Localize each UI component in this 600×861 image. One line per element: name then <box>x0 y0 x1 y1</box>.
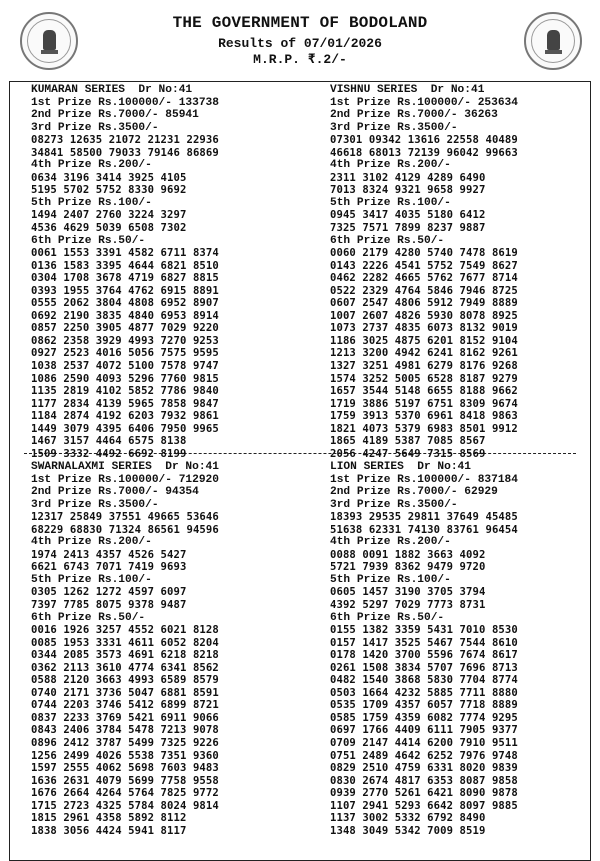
third-prize-numbers: 07301 09342 13616 22558 40489 <box>330 134 518 147</box>
sixth-prize-numbers: 0939 2770 5261 6421 8090 9878 <box>330 787 518 800</box>
sixth-prize-numbers: 1715 2723 4325 5784 8024 9814 <box>31 799 219 812</box>
sixth-prize-numbers: 1574 3252 5005 6528 8187 9279 <box>330 372 518 385</box>
sixth-prize-numbers: 1086 2590 4093 5296 7760 9815 <box>31 372 219 385</box>
sixth-prize-numbers: 1838 3056 4424 5941 8117 <box>31 824 187 837</box>
second-prize: 2nd Prize Rs.7000/- 94354 <box>31 486 199 499</box>
results-header <box>0 0 600 80</box>
sixth-prize-numbers: 1636 2631 4079 5699 7758 9558 <box>31 774 219 787</box>
sixth-prize-numbers: 0304 1708 3678 4719 6827 8815 <box>31 272 219 285</box>
fourth-prize-numbers: 7013 8324 9321 9658 9927 <box>330 184 486 197</box>
sixth-prize-numbers: 0837 2233 3769 5421 6911 9066 <box>31 711 219 724</box>
sixth-prize-numbers: 1007 2607 4826 5930 8078 8925 <box>330 309 518 322</box>
sixth-prize-numbers: 1815 2961 4358 5892 8112 <box>31 812 187 825</box>
sixth-prize-numbers: 0585 1759 4359 6082 7774 9295 <box>330 711 518 724</box>
sixth-prize-numbers: 0016 1926 3257 4552 6021 8128 <box>31 624 219 637</box>
sixth-prize-numbers: 0862 2358 3929 4993 7270 9253 <box>31 334 219 347</box>
fifth-prize-label: 5th Prize Rs.100/- <box>31 196 152 209</box>
fourth-prize-label: 4th Prize Rs.200/- <box>31 159 152 172</box>
third-prize-label: 3rd Prize Rs.3500/- <box>31 498 159 511</box>
fourth-prize-numbers: 2311 3102 4129 4289 6490 <box>330 171 486 184</box>
sixth-prize-numbers: 0060 2179 4280 5740 7478 8619 <box>330 247 518 260</box>
fifth-prize-numbers: 1494 2407 2760 3224 3297 <box>31 209 187 222</box>
sixth-prize-numbers: 0503 1664 4232 5885 7711 8880 <box>330 686 518 699</box>
first-prize: 1st Prize Rs.100000/- 837184 <box>330 473 518 486</box>
sixth-prize-numbers: 1719 3886 5197 6751 8309 9674 <box>330 397 518 410</box>
fifth-prize-numbers: 0305 1262 1272 4597 6097 <box>31 586 187 599</box>
third-prize-numbers: 34841 58500 79033 79146 86869 <box>31 146 219 159</box>
sixth-prize-numbers: 0136 1583 3395 4644 6821 8510 <box>31 259 219 272</box>
sixth-prize-numbers: 1073 2737 4835 6073 8132 9019 <box>330 322 518 335</box>
series-section-lion <box>330 461 518 837</box>
mrp-price: M.R.P. ₹.2/- <box>253 52 347 67</box>
sixth-prize-numbers: 0829 2510 4759 6331 8020 9839 <box>330 762 518 775</box>
fourth-prize-label: 4th Prize Rs.200/- <box>31 536 152 549</box>
fourth-prize-numbers: 0634 3196 3414 3925 4105 <box>31 171 187 184</box>
third-prize-label: 3rd Prize Rs.3500/- <box>330 121 458 134</box>
sixth-prize-numbers: 0607 2547 4806 5912 7949 8889 <box>330 297 518 310</box>
third-prize-numbers: 18393 29535 29811 37649 45485 <box>330 511 518 524</box>
sixth-prize-numbers: 0178 1420 3700 5596 7674 8617 <box>330 649 518 662</box>
series-section-swarnalaxmi <box>31 461 219 837</box>
second-prize: 2nd Prize Rs.7000/- 62929 <box>330 486 498 499</box>
fourth-prize-label: 4th Prize Rs.200/- <box>330 159 451 172</box>
sixth-prize-numbers: 1865 4189 5387 7085 8567 <box>330 435 486 448</box>
fourth-prize-numbers: 0088 0091 1882 3663 4092 <box>330 548 486 561</box>
third-prize-numbers: 08273 12635 21072 21231 22936 <box>31 134 219 147</box>
sixth-prize-numbers: 1449 3079 4395 6406 7950 9965 <box>31 422 219 435</box>
fifth-prize-label: 5th Prize Rs.100/- <box>330 196 451 209</box>
sixth-prize-numbers: 0692 2190 3835 4840 6953 8914 <box>31 309 219 322</box>
sixth-prize-numbers: 2056 4247 5649 7315 8569 <box>330 447 486 460</box>
sixth-prize-numbers: 0522 2329 4764 5846 7946 8725 <box>330 284 518 297</box>
sixth-prize-numbers: 0751 2489 4642 6252 7976 9748 <box>330 749 518 762</box>
sixth-prize-numbers: 0744 2203 3746 5412 6899 8721 <box>31 699 219 712</box>
sixth-prize-numbers: 1821 4073 5379 6983 8501 9912 <box>330 422 518 435</box>
sixth-prize-numbers: 1137 3002 5332 6792 8490 <box>330 812 486 825</box>
fourth-prize-label: 4th Prize Rs.200/- <box>330 536 451 549</box>
fourth-prize-numbers: 5195 5702 5752 8330 9692 <box>31 184 187 197</box>
sixth-prize-numbers: 1509 3332 4492 6692 8199 <box>31 447 187 460</box>
sixth-prize-numbers: 1186 3025 4875 6201 8152 9104 <box>330 334 518 347</box>
sixth-prize-numbers: 0155 1382 3359 5431 7010 8530 <box>330 624 518 637</box>
third-prize-label: 3rd Prize Rs.3500/- <box>330 498 458 511</box>
sixth-prize-numbers: 0261 1508 3834 5707 7696 8713 <box>330 661 518 674</box>
series-section-vishnu <box>330 84 518 460</box>
sixth-prize-numbers: 1135 2819 4102 5852 7786 9840 <box>31 385 219 398</box>
third-prize-numbers: 46618 68013 72139 96042 99663 <box>330 146 518 159</box>
sixth-prize-numbers: 0843 2406 3784 5478 7213 9078 <box>31 724 219 737</box>
sixth-prize-numbers: 1759 3913 5370 6961 8418 9863 <box>330 410 518 423</box>
third-prize-numbers: 12317 25849 37551 49665 53646 <box>31 511 219 524</box>
sixth-prize-numbers: 1676 2664 4264 5764 7825 9772 <box>31 787 219 800</box>
sixth-prize-numbers: 0393 1955 3764 4762 6915 8891 <box>31 284 219 297</box>
fourth-prize-numbers: 1974 2413 4357 4526 5427 <box>31 548 187 561</box>
first-prize: 1st Prize Rs.100000/- 712920 <box>31 473 219 486</box>
sixth-prize-numbers: 1213 3200 4942 6241 8162 9261 <box>330 347 518 360</box>
sixth-prize-numbers: 0462 2282 4665 5762 7677 8714 <box>330 272 518 285</box>
sixth-prize-numbers: 1256 2499 4026 5538 7351 9360 <box>31 749 219 762</box>
sixth-prize-numbers: 0061 1553 3391 4582 6711 8374 <box>31 247 219 260</box>
fifth-prize-numbers: 0945 3417 4035 5180 6412 <box>330 209 486 222</box>
series-heading: KUMARAN SERIES Dr No:41 <box>31 84 193 96</box>
sixth-prize-numbers: 1327 3251 4981 6279 8176 9268 <box>330 360 518 373</box>
fifth-prize-numbers: 7397 7785 8075 9378 9487 <box>31 599 187 612</box>
series-section-kumaran <box>31 84 219 460</box>
sixth-prize-numbers: 0896 2412 3787 5499 7325 9226 <box>31 737 219 750</box>
sixth-prize-label: 6th Prize Rs.50/- <box>31 611 146 624</box>
fourth-prize-numbers: 6621 6743 7071 7419 9693 <box>31 561 187 574</box>
sixth-prize-numbers: 1597 2555 4062 5698 7603 9483 <box>31 762 219 775</box>
sixth-prize-numbers: 0830 2674 4817 6353 8087 9858 <box>330 774 518 787</box>
sixth-prize-label: 6th Prize Rs.50/- <box>31 234 146 247</box>
fifth-prize-numbers: 4392 5297 7029 7773 8731 <box>330 599 486 612</box>
sixth-prize-numbers: 1467 3157 4464 6575 8138 <box>31 435 187 448</box>
sixth-prize-numbers: 1348 3049 5342 7009 8519 <box>330 824 486 837</box>
third-prize-label: 3rd Prize Rs.3500/- <box>31 121 159 134</box>
second-prize: 2nd Prize Rs.7000/- 85941 <box>31 109 199 122</box>
sixth-prize-numbers: 1657 3544 5148 6655 8188 9662 <box>330 385 518 398</box>
sixth-prize-numbers: 1107 2941 5293 6642 8097 9885 <box>330 799 518 812</box>
fourth-prize-numbers: 5721 7939 8362 9479 9720 <box>330 561 486 574</box>
third-prize-numbers: 68229 68830 71324 86561 94596 <box>31 523 219 536</box>
sixth-prize-numbers: 1177 2834 4139 5965 7858 9847 <box>31 397 219 410</box>
sixth-prize-numbers: 1184 2874 4192 6203 7932 9861 <box>31 410 219 423</box>
first-prize: 1st Prize Rs.100000/- 253634 <box>330 96 518 109</box>
page-title: THE GOVERNMENT OF BODOLAND <box>172 14 428 32</box>
results-date: Results of 07/01/2026 <box>218 36 382 51</box>
state-emblem-icon <box>524 12 582 70</box>
fifth-prize-numbers: 4536 4629 5039 6508 7302 <box>31 222 187 235</box>
sixth-prize-numbers: 1038 2537 4072 5100 7578 9747 <box>31 360 219 373</box>
sixth-prize-numbers: 0927 2523 4016 5056 7575 9595 <box>31 347 219 360</box>
fifth-prize-label: 5th Prize Rs.100/- <box>330 573 451 586</box>
fifth-prize-numbers: 7325 7571 7899 8237 9887 <box>330 222 486 235</box>
sixth-prize-numbers: 0709 2147 4414 6200 7910 9511 <box>330 737 518 750</box>
series-heading: VISHNU SERIES Dr No:41 <box>330 84 485 96</box>
first-prize: 1st Prize Rs.100000/- 133738 <box>31 96 219 109</box>
sixth-prize-numbers: 0857 2250 3905 4877 7029 9220 <box>31 322 219 335</box>
sixth-prize-numbers: 0482 1540 3868 5830 7704 8774 <box>330 674 518 687</box>
sixth-prize-numbers: 0143 2226 4541 5752 7549 8627 <box>330 259 518 272</box>
sixth-prize-numbers: 0344 2085 3573 4691 6218 8218 <box>31 649 219 662</box>
sixth-prize-numbers: 0085 1953 3331 4611 6052 8204 <box>31 636 219 649</box>
sixth-prize-numbers: 0697 1766 4409 6111 7905 9377 <box>330 724 518 737</box>
third-prize-numbers: 51638 62331 74130 83761 96454 <box>330 523 518 536</box>
fifth-prize-label: 5th Prize Rs.100/- <box>31 573 152 586</box>
sixth-prize-numbers: 0157 1417 3525 5467 7544 8610 <box>330 636 518 649</box>
series-heading: LION SERIES Dr No:41 <box>330 461 471 473</box>
fifth-prize-numbers: 0605 1457 3190 3705 3794 <box>330 586 486 599</box>
series-heading: SWARNALAXMI SERIES Dr No:41 <box>31 461 219 473</box>
sixth-prize-numbers: 0555 2062 3804 4808 6952 8907 <box>31 297 219 310</box>
sixth-prize-numbers: 0588 2120 3663 4993 6589 8579 <box>31 674 219 687</box>
sixth-prize-label: 6th Prize Rs.50/- <box>330 611 445 624</box>
sixth-prize-numbers: 0535 1709 4357 6057 7718 8889 <box>330 699 518 712</box>
second-prize: 2nd Prize Rs.7000/- 36263 <box>330 109 498 122</box>
sixth-prize-numbers: 0740 2171 3736 5047 6881 8591 <box>31 686 219 699</box>
sixth-prize-label: 6th Prize Rs.50/- <box>330 234 445 247</box>
sixth-prize-numbers: 0362 2113 3610 4774 6341 8562 <box>31 661 219 674</box>
